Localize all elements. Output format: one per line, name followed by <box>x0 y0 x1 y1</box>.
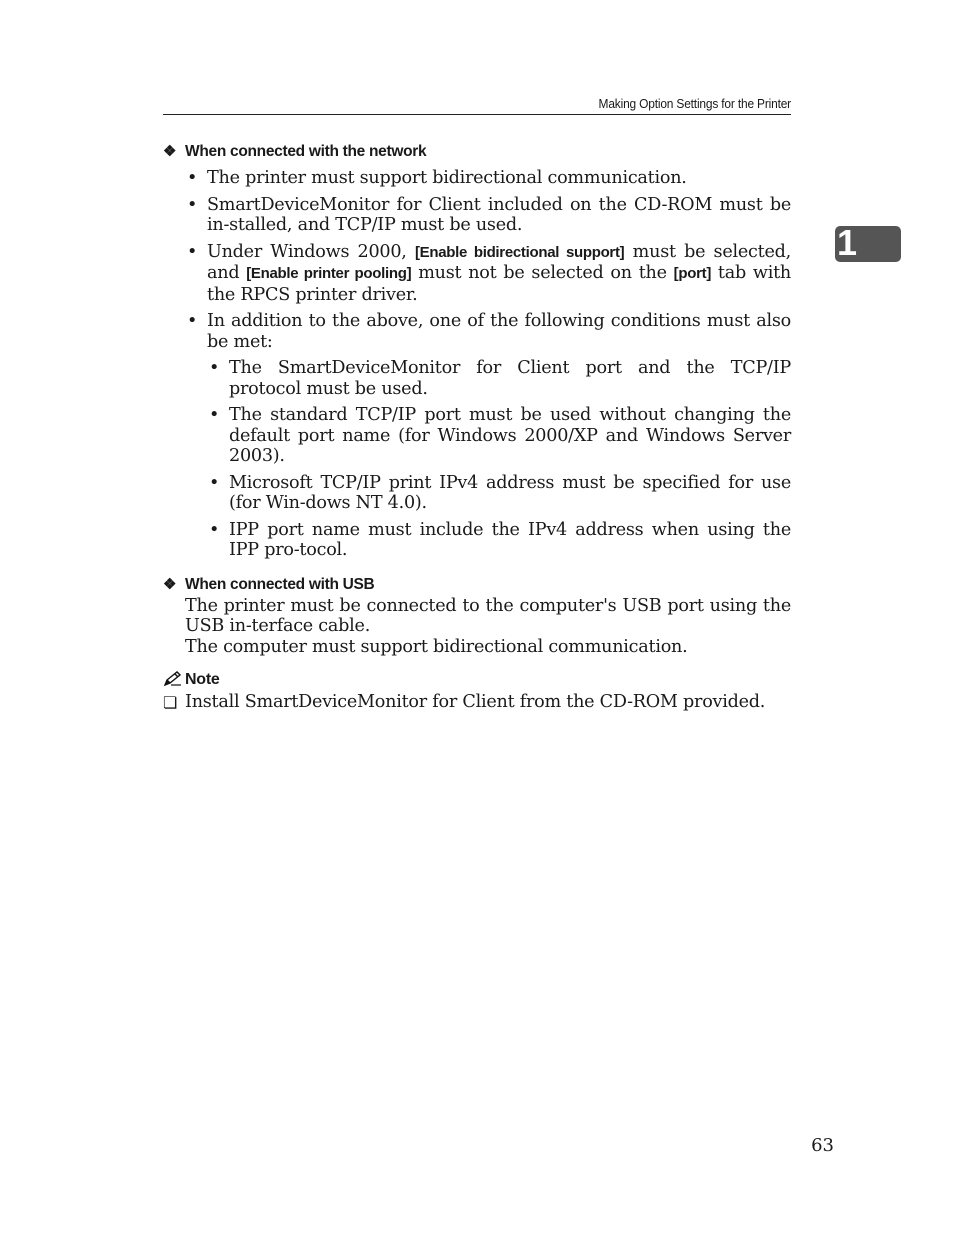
usb-section-heading <box>163 574 791 596</box>
ui-label-enable-bidirectional-support: [Enable bidirectional support] <box>414 243 625 261</box>
network-requirements-list <box>163 168 791 561</box>
pencil-icon <box>163 671 183 694</box>
ui-label-enable-printer-pooling: [Enable printer pooling] <box>246 265 412 282</box>
note-heading <box>163 669 791 691</box>
page-number: 63 <box>811 1135 834 1156</box>
network-section-heading <box>163 141 791 163</box>
list-item-text: Under Windows 2000, <box>207 241 415 262</box>
sub-list-item <box>163 405 791 467</box>
condition-sub-list <box>207 358 791 561</box>
header-rule <box>163 114 791 115</box>
sub-list-item-text: The standard TCP/IP port must be used without changing the default port name (for Windows 2000/XP and Windows Server 2003). <box>229 405 791 466</box>
note-heading-text: Note <box>185 671 220 688</box>
chapter-tab <box>835 222 901 263</box>
sub-list-item <box>163 520 791 561</box>
network-heading-text: When connected with the network <box>185 143 427 160</box>
note-item-text: Install SmartDeviceMonitor for Client from the CD-ROM provided. <box>185 692 766 712</box>
usb-requirement-text: The printer must be connected to the computer's USB port using the USB in-terface cable. <box>185 595 791 636</box>
list-item <box>163 168 791 189</box>
sub-list-item-text: The SmartDeviceMonitor for Client port and the TCP/IP protocol must be used. <box>229 358 791 399</box>
checkbox-icon: ❏ <box>163 693 178 712</box>
chapter-number: 1 <box>837 222 858 263</box>
list-item-text: must be selected, and <box>207 241 791 283</box>
diamond-bullet-icon: ❖ <box>163 143 177 160</box>
page-content <box>163 141 791 713</box>
usb-heading-text: When connected with USB <box>185 575 375 593</box>
sub-list-item <box>163 473 791 514</box>
list-item-text: must not be selected on the <box>411 263 674 283</box>
list-item-text: tab with the RPCS printer driver. <box>207 263 791 305</box>
usb-requirement-text: The computer must support bidirectional communication. <box>185 636 688 657</box>
sub-list-item-text: Microsoft TCP/IP print IPv4 address must be specified for use (for Win-dows NT 4.0). <box>229 472 791 513</box>
list-item-text: In addition to the above, one of the following conditions must also be met: <box>207 311 791 352</box>
sub-list-item-text: IPP port name must include the IPv4 address when using the IPP pro-tocol. <box>229 519 791 560</box>
list-item-text: SmartDeviceMonitor for Client included on the CD-ROM must be in-stalled, and TCP/IP must be used. <box>207 194 791 235</box>
list-item <box>163 311 791 561</box>
list-item <box>163 242 791 306</box>
diamond-bullet-icon: ❖ <box>163 575 177 593</box>
list-item <box>163 195 791 236</box>
running-header: Making Option Settings for the Printer <box>598 96 791 111</box>
sub-list-item <box>163 358 791 399</box>
list-item-text: The printer must support bidirectional communication. <box>207 168 687 188</box>
note-item <box>163 692 791 713</box>
ui-label-port: [port] <box>673 265 712 282</box>
